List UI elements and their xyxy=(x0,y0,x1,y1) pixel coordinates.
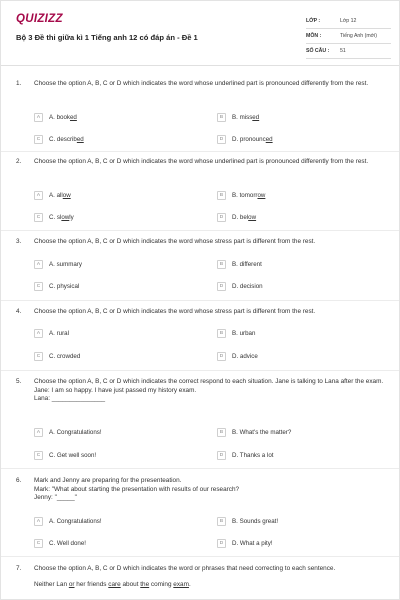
option-text: C. crowded xyxy=(49,352,81,360)
document-header xyxy=(1,1,400,65)
option-text: A. allow xyxy=(49,191,71,199)
option-letter-box: A xyxy=(34,113,43,122)
question-number: 5. xyxy=(16,378,22,385)
question-text: Mark and Jenny are preparing for the presenteation. Mark: "What about starting the presentation with results of our research? Jenny: "_____" xyxy=(34,477,386,503)
meta-key: MÔN : xyxy=(306,33,322,39)
option-letter-box: D xyxy=(217,213,226,222)
option-a[interactable] xyxy=(34,111,77,123)
option-letter-box: A xyxy=(34,517,43,526)
option-a[interactable] xyxy=(34,258,82,270)
option-a[interactable] xyxy=(34,327,69,339)
question-divider xyxy=(1,300,400,301)
question-divider xyxy=(1,556,400,557)
option-letter-box: B xyxy=(217,113,226,122)
question-number: 7. xyxy=(16,565,22,572)
option-text: D. below xyxy=(232,213,257,221)
option-text: A. booked xyxy=(49,113,77,121)
option-c[interactable] xyxy=(34,350,80,362)
option-d[interactable] xyxy=(217,280,263,292)
meta-class-row xyxy=(306,14,391,29)
meta-key: LỚP : xyxy=(306,18,321,24)
option-text: C. physical xyxy=(49,282,80,290)
option-d[interactable] xyxy=(217,449,274,461)
question-text: Choose the option A, B, C or D which indicates the word whose stress part is different from the rest. xyxy=(34,308,316,315)
dialogue-line: Jenny: "_____" xyxy=(34,494,77,502)
question-number: 1. xyxy=(16,80,22,87)
option-text: B. urban xyxy=(232,329,256,337)
option-b[interactable] xyxy=(217,327,255,339)
meta-subject-row xyxy=(306,29,391,44)
question-divider xyxy=(1,230,400,231)
dialogue-line: Mark: "What about starting the presentation with results of our research? xyxy=(34,485,240,493)
question-divider xyxy=(1,468,400,469)
option-text: C. Well done! xyxy=(49,539,87,547)
option-text: D. advice xyxy=(232,352,258,360)
question-number: 3. xyxy=(16,238,22,245)
option-letter-box: D xyxy=(217,539,226,548)
dialogue-line: Lana: _______________ xyxy=(34,395,106,403)
option-text: C. slowly xyxy=(49,213,74,221)
option-text: C. Get well soon! xyxy=(49,451,97,459)
option-c[interactable] xyxy=(34,280,79,292)
option-text: A. Congratulations! xyxy=(49,428,102,436)
option-b[interactable] xyxy=(217,111,259,123)
option-letter-box: D xyxy=(217,135,226,144)
meta-value: Tiếng Anh (mới) xyxy=(340,33,377,39)
option-c[interactable] xyxy=(34,133,84,145)
option-c[interactable] xyxy=(34,449,96,461)
option-letter-box: D xyxy=(217,282,226,291)
option-letter-box: A xyxy=(34,428,43,437)
error-sentence: Neither Lan or her friends care about the coming exam. xyxy=(34,581,191,588)
dialogue-line: Jane: I am so happy. I have just passed my history exam. xyxy=(34,386,197,394)
question-number: 6. xyxy=(16,477,22,484)
question-text: Choose the option A, B, C or D which indicates the word whose underlined part is pronounced differently from the rest. xyxy=(34,80,369,87)
option-b[interactable] xyxy=(217,258,262,270)
option-text: D. decision xyxy=(232,282,263,290)
option-letter-box: D xyxy=(217,352,226,361)
option-d[interactable] xyxy=(217,350,258,362)
option-d[interactable] xyxy=(217,133,273,145)
option-a[interactable] xyxy=(34,426,102,438)
option-letter-box: B xyxy=(217,517,226,526)
meta-key: SỐ CÂU : xyxy=(306,48,330,54)
option-letter-box: C xyxy=(34,282,43,291)
question-number: 2. xyxy=(16,158,22,165)
option-text: A. rural xyxy=(49,329,69,337)
option-letter-box: C xyxy=(34,352,43,361)
option-text: B. different xyxy=(232,260,262,268)
option-letter-box: C xyxy=(34,213,43,222)
option-b[interactable] xyxy=(217,189,265,201)
question-number: 4. xyxy=(16,308,22,315)
option-c[interactable] xyxy=(34,211,74,223)
quizizz-logo: QUIZIZZ xyxy=(16,13,63,25)
metadata-panel xyxy=(306,14,391,59)
option-text: D. pronounced xyxy=(232,135,273,143)
option-b[interactable] xyxy=(217,515,278,527)
option-letter-box: C xyxy=(34,135,43,144)
option-text: A. Congratulations! xyxy=(49,517,102,525)
option-a[interactable] xyxy=(34,189,71,201)
option-letter-box: C xyxy=(34,539,43,548)
document-title: Bộ 3 Đề thi giữa kì 1 Tiếng anh 12 có đáp án - Đề 1 xyxy=(16,33,198,42)
option-letter-box: B xyxy=(217,191,226,200)
header-divider xyxy=(1,65,400,66)
question-text: Choose the option A, B, C or D which indicates the correct respond to each situation. Jane is talking to Lana after the exam. Jane: I am so happy. I have just passed my history exam. Lana: _______________ xyxy=(34,378,386,404)
option-letter-box: B xyxy=(217,329,226,338)
option-d[interactable] xyxy=(217,211,256,223)
meta-value: Lớp 12 xyxy=(340,18,357,24)
option-text: D. What a pity! xyxy=(232,539,273,547)
option-letter-box: A xyxy=(34,260,43,269)
question-divider xyxy=(1,151,400,152)
option-text: D. Thanks a lot xyxy=(232,451,274,459)
option-text: B. tomorrow xyxy=(232,191,266,199)
option-letter-box: B xyxy=(217,260,226,269)
option-letter-box: A xyxy=(34,329,43,338)
option-c[interactable] xyxy=(34,537,86,549)
option-letter-box: D xyxy=(217,451,226,460)
option-letter-box: C xyxy=(34,451,43,460)
option-d[interactable] xyxy=(217,537,273,549)
question-text: Choose the option A, B, C or D which indicates the word whose underlined part is pronounced differently from the rest. xyxy=(34,158,369,165)
question-divider xyxy=(1,370,400,371)
meta-value: 51 xyxy=(340,48,346,54)
question-text: Choose the option A, B, C or D which indicates the word whose stress part is different from the rest. xyxy=(34,238,316,245)
option-text: C. described xyxy=(49,135,84,143)
option-a[interactable] xyxy=(34,515,102,527)
option-text: B. Sounds great! xyxy=(232,517,279,525)
option-b[interactable] xyxy=(217,426,291,438)
option-text: B. missed xyxy=(232,113,260,121)
option-letter-box: B xyxy=(217,428,226,437)
option-text: A. summary xyxy=(49,260,83,268)
meta-count-row xyxy=(306,44,391,59)
option-letter-box: A xyxy=(34,191,43,200)
option-text: B. What's the matter? xyxy=(232,428,292,436)
question-text: Choose the option A, B, C or D which indicates the word or phrases that need correcting to each sentence. xyxy=(34,565,336,572)
